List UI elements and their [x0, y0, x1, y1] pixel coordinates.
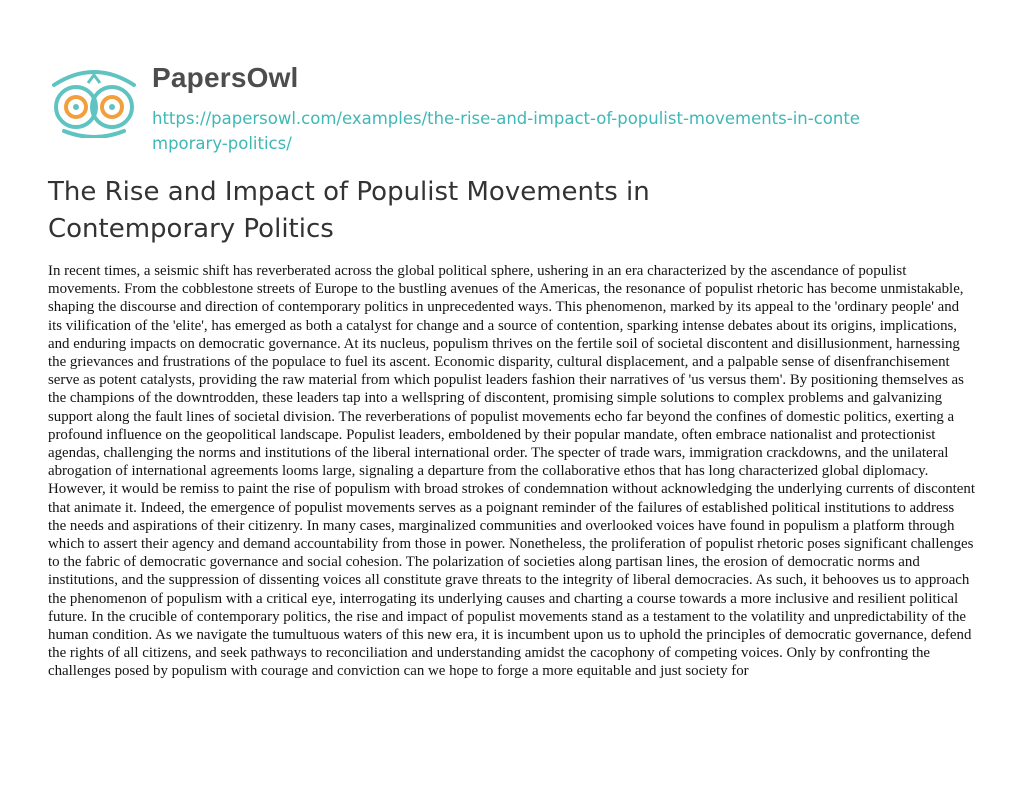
header	[0, 0, 1024, 170]
brand-name[interactable]: PapersOwl	[152, 62, 299, 93]
article-title: The Rise and Impact of Populist Movements in Contemporary Politics	[48, 177, 650, 244]
article-url-link[interactable]: https://papersowl.com/examples/the-rise-and-impact-of-populist-movements-in-contemporary-politics/	[152, 109, 860, 153]
article-body: In recent times, a seismic shift has reverberated across the global political sphere, ushering in an era characterized by the ascendance of populist movements. From the cobblestone streets of Europe to the bustling avenues of the Americas, the resonance of populist rhetoric has become unmistakable, shaping the discourse and direction of contemporary politics in unprecedented ways. This phenomenon, marked by its appeal to the 'ordinary people' and its vilification of the 'elite', has emerged as both a catalyst for change and a source of contention, sparking intense debates about its origins, implications, and enduring impacts on democratic governance. At its nucleus, populism thrives on the fertile soil of societal discontent and disillusionment, harnessing the grievances and frustrations of the populace to fuel its ascent. Economic disparity, cultural displacement, and a palpable sense of disenfranchisement serve as potent catalysts, providing the raw material from which populist leaders fashion their narratives of 'us versus them'. By positioning themselves as the champions of the downtrodden, these leaders tap into a wellspring of discontent, promising simple solutions to complex problems and galvanizing support along the fault lines of societal division. The reverberations of populist movements echo far beyond the confines of domestic politics, exerting a profound influence on the geopolitical landscape. Populist leaders, emboldened by their popular mandate, often embrace nationalist and protectionist agendas, challenging the norms and institutions of the liberal international order. The specter of trade wars, immigration crackdowns, and the unilateral abrogation of international agreements looms large, signaling a departure from the collaborative ethos that has long characterized global diplomacy. However, it would be remiss to paint the rise of populism with broad strokes of condemnation without acknowledging the underlying currents of discontent that animate it. Indeed, the emergence of populist movements serves as a poignant reminder of the failures of established political institutions to address the needs and aspirations of their citizenry. In many cases, marginalized communities and overlooked voices have found in populism a platform through which to assert their agency and demand accountability from those in power. Nonetheless, the proliferation of populist rhetoric poses significant challenges to the fabric of democratic governance and social cohesion. The polarization of societies along partisan lines, the erosion of democratic norms and institutions, and the suppression of dissenting voices all constitute grave threats to the integrity of liberal democracies. As such, it behooves us to approach the phenomenon of populism with a critical eye, interrogating its underlying causes and charting a course towards a more inclusive and resilient political future. In the crucible of contemporary politics, the rise and impact of populist movements stand as a testament to the volatility and unpredictability of the human condition. As we navigate the tumultuous waters of this new era, it is incumbent upon us to uphold the principles of democratic governance, defend the rights of all citizens, and seek pathways to reconciliation and understanding amidst the cacophony of competing voices. Only by confronting the challenges posed by populism with courage and conviction can we hope to forge a more equitable and just society for	[48, 263, 975, 680]
owl-eyes-icon	[48, 63, 140, 138]
